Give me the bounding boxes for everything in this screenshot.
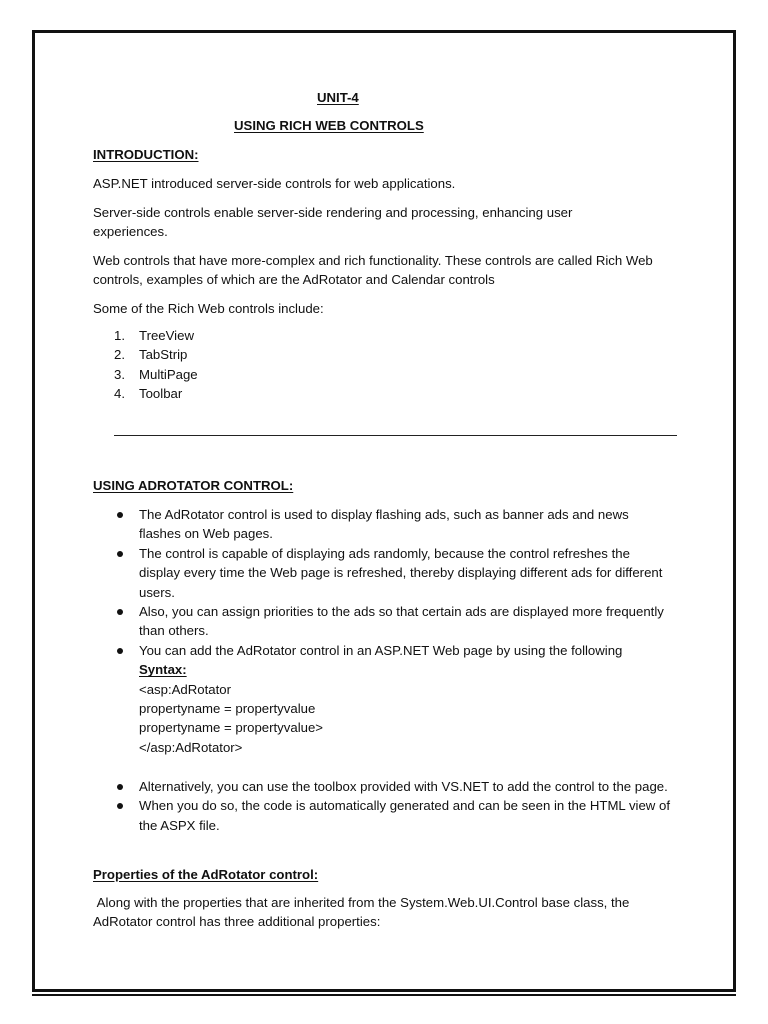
intro-heading: INTRODUCTION: bbox=[93, 147, 199, 162]
bullet-text: The AdRotator control is used to display flashing ads, such as banner ads and news flashes on Web pages. bbox=[139, 507, 629, 542]
list-item bbox=[93, 544, 673, 602]
list-number: 1. bbox=[114, 328, 125, 343]
intro-paragraph-1: ASP.NET introduced server-side controls for web applications. bbox=[93, 176, 456, 191]
adrotator-heading: USING ADROTATOR CONTROL: bbox=[93, 478, 294, 493]
list-text: Toolbar bbox=[139, 386, 183, 402]
adrotator-bullets-2 bbox=[93, 777, 673, 835]
bullet-text: The control is capable of displaying ads randomly, because the control refreshes the display every time the Web page is refreshed, thereby displaying different ads for different users. bbox=[139, 545, 663, 600]
list-item bbox=[93, 345, 198, 364]
subtitle: USING RICH WEB CONTROLS bbox=[234, 118, 424, 133]
intro-paragraph-3: Web controls that have more-complex and rich functionality. These controls are called Rich Web controls, examples of which are the AdRotator and Calendar controls bbox=[93, 253, 653, 288]
syntax-label: Syntax: bbox=[139, 662, 187, 678]
list-item bbox=[93, 777, 673, 796]
bullet-text: You can add the AdRotator control in an ASP.NET Web page by using the following bbox=[139, 642, 623, 658]
list-item bbox=[93, 641, 673, 757]
list-number: 4. bbox=[114, 386, 125, 402]
intro-paragraph-2: Server-side controls enable server-side rendering and processing, enhancing user experiences. bbox=[93, 205, 573, 240]
section-divider bbox=[114, 435, 677, 436]
bullet-icon bbox=[117, 551, 123, 557]
properties-heading: Properties of the AdRotator control: bbox=[93, 867, 319, 882]
code-line: <asp:AdRotator bbox=[139, 681, 232, 697]
bullet-icon bbox=[117, 609, 123, 615]
bullet-icon bbox=[117, 512, 123, 518]
list-text: TreeView bbox=[139, 328, 194, 343]
unit-title: UNIT-4 bbox=[317, 90, 359, 105]
bullet-text: Alternatively, you can use the toolbox provided with VS.NET to add the control to the page. bbox=[139, 779, 668, 794]
code-line: propertyname = propertyvalue bbox=[139, 701, 316, 717]
list-item bbox=[93, 326, 198, 345]
bullet-text: When you do so, the code is automatically generated and can be seen in the HTML view of the ASPX file. bbox=[139, 798, 670, 833]
properties-paragraph: Along with the properties that are inherited from the System.Web.UI.Control base class, the AdRotator control has three additional properties: bbox=[93, 895, 633, 930]
intro-paragraph-4: Some of the Rich Web controls include: bbox=[93, 301, 324, 316]
rich-controls-list bbox=[93, 326, 198, 404]
list-number: 3. bbox=[114, 366, 125, 382]
list-item bbox=[93, 602, 673, 641]
list-item bbox=[93, 365, 198, 384]
code-line: propertyname = propertyvalue> bbox=[139, 720, 324, 736]
bullet-text: Also, you can assign priorities to the ads so that certain ads are displayed more frequently than others. bbox=[139, 604, 664, 639]
bullet-icon bbox=[117, 803, 123, 809]
list-item bbox=[93, 505, 673, 544]
bullet-icon bbox=[117, 784, 123, 790]
list-item bbox=[93, 384, 198, 403]
bullet-icon bbox=[117, 648, 123, 654]
list-text: MultiPage bbox=[139, 366, 198, 382]
list-text: TabStrip bbox=[139, 347, 188, 363]
adrotator-bullets bbox=[93, 505, 673, 757]
list-item bbox=[93, 796, 673, 835]
code-line: </asp:AdRotator> bbox=[139, 739, 243, 755]
list-number: 2. bbox=[114, 347, 125, 363]
